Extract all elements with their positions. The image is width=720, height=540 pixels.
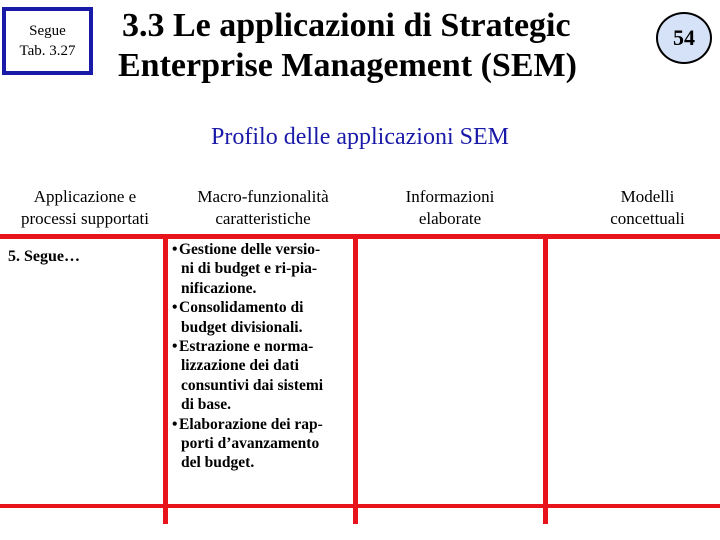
list-item-line: ni di budget e ri-pia-	[181, 260, 318, 278]
table-header-divider	[0, 234, 720, 239]
list-item-line: del budget.	[181, 454, 255, 472]
column-header-line: Applicazione e	[33, 187, 137, 206]
list-item-line: budget divisionali.	[181, 318, 303, 336]
column-header-line: concettuali	[610, 209, 685, 228]
column-header-applicazione	[0, 186, 170, 230]
list-item-line: nificazione.	[181, 279, 257, 297]
column-header-line: elaborate	[418, 209, 482, 228]
list-item-line: Gestione delle versio-	[179, 241, 321, 258]
list-item-line: lizzazione dei dati	[181, 357, 299, 375]
page-number: 54	[673, 25, 695, 50]
column-divider	[163, 234, 168, 524]
list-item-line: porti d’avanzamento	[181, 435, 320, 453]
row-label: 5. Segue…	[8, 248, 80, 265]
list-item	[172, 337, 354, 415]
bullet-icon: •	[172, 338, 178, 356]
column-header-modelli	[575, 186, 720, 230]
reference-tab-box	[2, 7, 93, 75]
list-item-line: Elaborazione dei rap-	[179, 415, 323, 433]
column-divider	[543, 234, 548, 524]
page-number-badge	[656, 12, 712, 64]
macro-functionality-list	[172, 240, 354, 473]
list-item	[172, 415, 354, 473]
bullet-icon: •	[172, 241, 178, 258]
list-item-line: consuntivi dai sistemi	[181, 376, 324, 394]
column-header-informazioni	[360, 186, 540, 230]
bullet-icon: •	[172, 299, 178, 317]
column-header-line: Informazioni	[405, 187, 495, 206]
column-header-macro-funzionalita	[168, 186, 358, 230]
list-item-line: Consolidamento di	[179, 299, 304, 317]
slide-title	[118, 6, 618, 86]
table-bottom-divider	[0, 504, 720, 508]
list-item-line: di base.	[181, 396, 231, 414]
slide-title-line1: 3.3 Le applicazioni di Strategic	[122, 7, 571, 44]
reference-tab-line1: Segue	[29, 23, 66, 39]
bullet-icon: •	[172, 415, 178, 433]
column-header-line: Macro-funzionalità	[197, 187, 329, 206]
reference-tab-line2: Tab. 3.27	[19, 43, 76, 59]
list-item	[172, 240, 354, 298]
column-header-line: caratteristiche	[215, 209, 311, 228]
list-item-line: Estrazione e norma-	[179, 338, 314, 356]
list-item	[172, 298, 354, 337]
slide-subtitle: Profilo delle applicazioni SEM	[211, 124, 509, 150]
column-header-line: Modelli	[620, 187, 675, 206]
slide-title-line2: Enterprise Management (SEM)	[118, 47, 577, 84]
column-header-line: processi supportati	[21, 209, 149, 228]
